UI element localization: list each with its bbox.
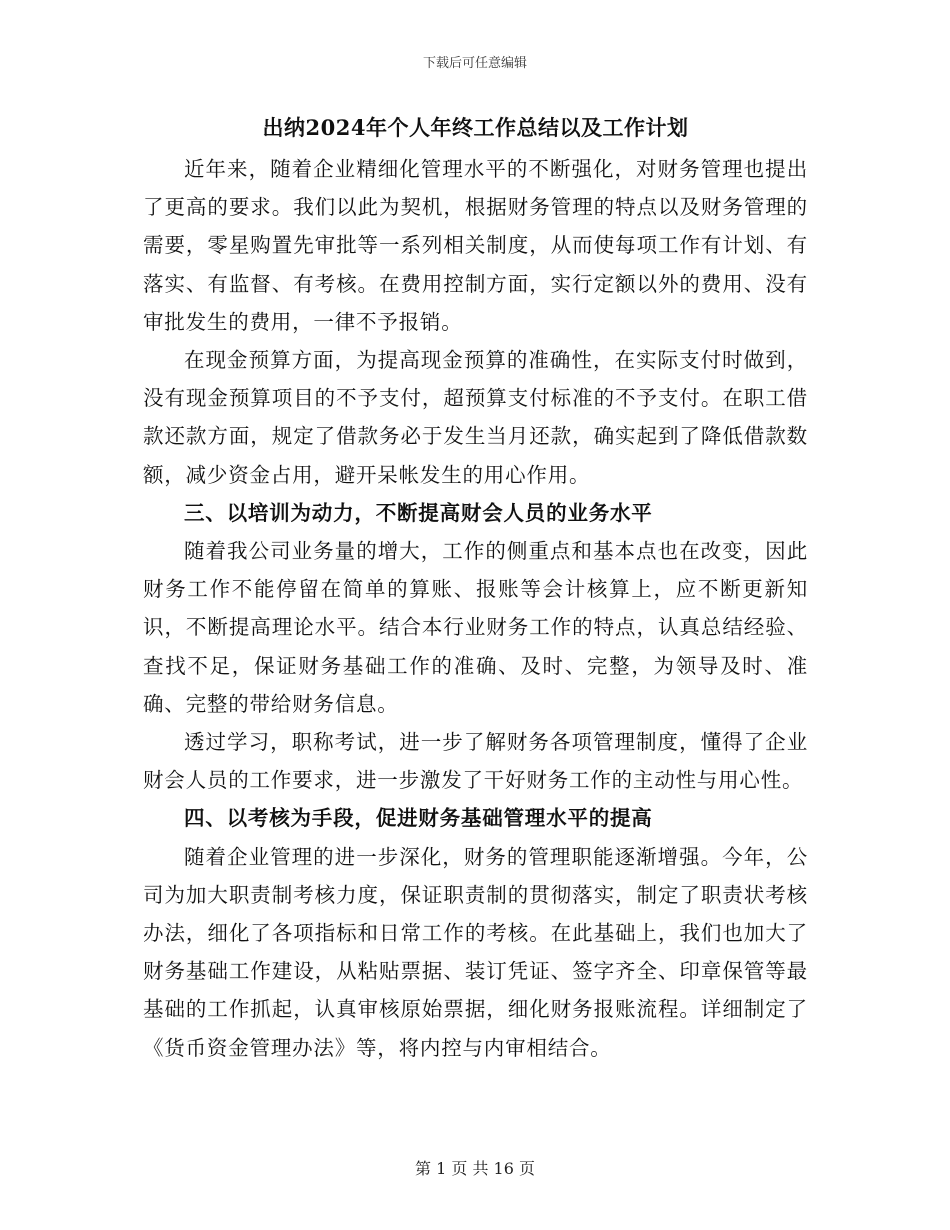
page-number-footer: 第 1 页 共 16 页 — [415, 1159, 535, 1178]
paragraph-4: 透过学习，职称考试，进一步了解财务各项管理制度，懂得了企业财会人员的工作要求，进一步激发了干好财务工作的主动性与用心性。 — [143, 730, 808, 793]
paragraph-1: 近年来，随着企业精细化管理水平的不断强化，对财务管理也提出了更高的要求。我们以此为契机，根据财务管理的特点以及财务管理的需要，零星购置先审批等一系列相关制度，从而使每项工作有计划、有落实、有监督、有考核。在费用控制方面，实行定额以外的费用、没有审批发生的费用，一律不予报销。 — [143, 157, 808, 334]
section-heading-3: 三、以培训为动力，不断提高财会人员的业务水平 — [184, 500, 653, 525]
document-title: 出纳2024年个人年终工作总结以及工作计划 — [262, 115, 689, 140]
paragraph-3: 随着我公司业务量的增大，工作的侧重点和基本点也在改变，因此财务工作不能停留在简单的算账、报账等会计核算上，应不断更新知识，不断提高理论水平。结合本行业财务工作的特点，认真总结经验、查找不足，保证财务基础工作的准确、及时、完整，为领导及时、准确、完整的带给财务信息。 — [143, 539, 808, 716]
paragraph-2: 在现金预算方面，为提高现金预算的准确性，在实际支付时做到，没有现金预算项目的不予支付，超预算支付标准的不予支付。在职工借款还款方面，规定了借款务必于发生当月还款，确实起到了降低借款数额，减少资金占用，避开呆帐发生的用心作用。 — [143, 348, 808, 487]
section-heading-4: 四、以考核为手段，促进财务基础管理水平的提高 — [184, 806, 653, 831]
paragraph-5: 随着企业管理的进一步深化，财务的管理职能逐渐增强。今年，公司为加大职责制考核力度，保证职责制的贯彻落实，制定了职责状考核办法，细化了各项指标和日常工作的考核。在此基础上，我们也加大了财务基础工作建设，从粘贴票据、装订凭证、签字齐全、印章保管等最基础的工作抓起，认真审核原始票据，细化财务报账流程。详细制定了《货币资金管理办法》等，将内控与内审相结合。 — [143, 844, 808, 1060]
document-body — [143, 110, 808, 1067]
header-note: 下载后可任意编辑 — [422, 56, 527, 71]
